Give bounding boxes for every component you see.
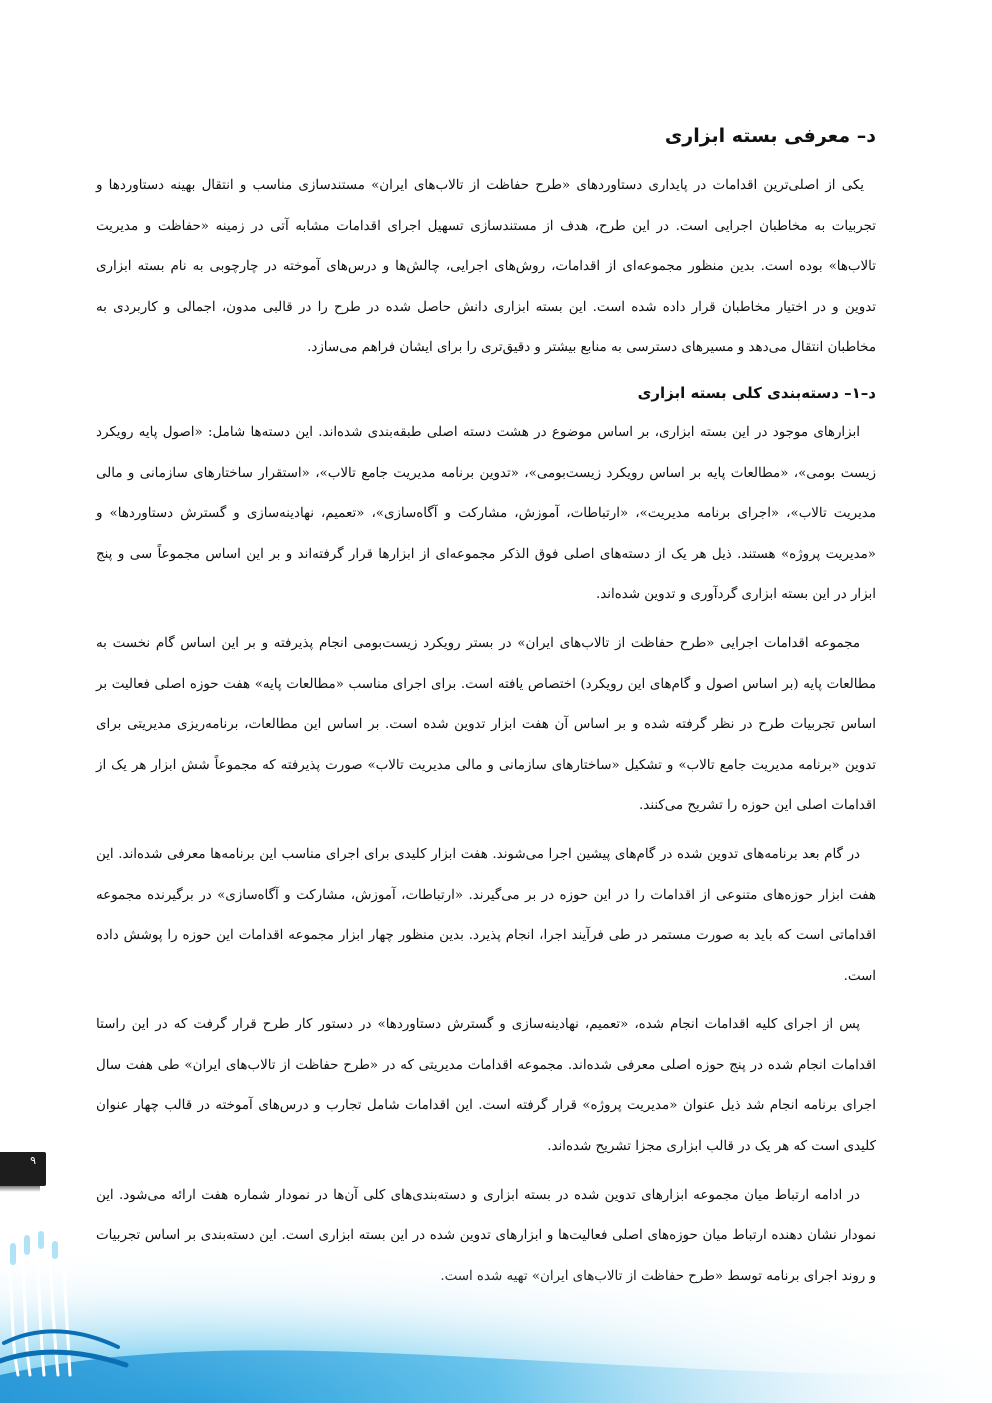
footer-decoration — [0, 1225, 992, 1403]
body-paragraph: در گام بعد برنامه‌های تدوین شده در گام‌های پیشین اجرا می‌شوند. هفت ابزار کلیدی برای اجرای مناسب این برنامه‌ها معرفی شده‌اند. این هفت ابزار حوزه‌های متنوعی از اقدامات را در این حوزه در بر می‌گیرند. «ارتباطات، آموزش، مشارکت و آگاه‌سازی» در برگیرنده مجموعه اقداماتی است که باید به صورت مستمر در طی فرآیند اجرا، انجام پذیرد. بدین منظور چهار ابزار مجموعه اقدامات این حوزه را پوشش داده است. — [96, 846, 876, 984]
body-paragraph: مجموعه اقدامات اجرایی «طرح حفاظت از تالاب‌های ایران» در بستر رویکرد زیست‌بومی انجام پذیرفته و بر این اساس گام نخست به مطالعات پایه (بر اساس اصول و گام‌های این رویکرد) اختصاص یافته است. برای اجرای مناسب «مطالعات پایه» هفت حوزه اصلی فعالیت بر اساس تجربیات طرح در نظر گرفته شده و بر اساس آن هفت ابزار تدوین شده است. بر اساس این مطالعات، برنامه‌ریزی مدیریتی برای تدوین «برنامه مدیریت جامع تالاب» و تشکیل «ساختارهای سازمانی و مالی مدیریت تالاب» صورت پذیرفته که مجموعاً شش ابزار هر یک از اقدامات اصلی این حوزه را تشریح می‌کنند. — [96, 635, 876, 814]
body-paragraph: ابزارهای موجود در این بسته ابزاری، بر اساس موضوع در هشت دسته اصلی طبقه‌بندی شده‌اند. این دسته‌ها شامل: «اصول پایه رویکرد زیست بومی»، «مطالعات پایه بر اساس رویکرد زیست‌بومی»، «تدوین برنامه مدیریت جامع تالاب»، «استقرار ساختارهای سازمانی و مالی مدیریت تالاب»، «اجرای برنامه مدیریت»، «ارتباطات، آموزش، مشارکت و آگاه‌سازی»، «تعمیم، نهادینه‌سازی و گسترش دستاوردها» و «مدیریت پروژه» هستند. ذیل هر یک از دسته‌های اصلی فوق الذکر مجموعه‌ای از ابزارها قرار گرفته‌اند و بر این اساس مجموعاً سی و پنج ابزار در این بسته ابزاری گردآوری و تدوین شده‌اند. — [96, 424, 876, 603]
intro-paragraph: یکی از اصلی‌ترین اقدامات در پایداری دستاوردهای «طرح حفاظت از تالاب‌های ایران» مستندسازی مناسب و انتقال بهینه دستاوردها و تجربیات به مخاطبان اجرایی است. در این طرح، هدف از مستندسازی تسهیل اجرای اقدامات مشابه آتی در زمینه «حفاظت و مدیریت تالاب‌ها» بوده است. بدین منظور مجموعه‌ای از اقدامات، روش‌های اجرایی، چالش‌ها و درس‌های آموخته در چارچوبی به نام بسته ابزاری تدوین و در اختیار مخاطبان قرار داده شده است. این بسته ابزاری دانش حاصل شده در طرح را در قالبی مدون، اجمالی و کاربردی به مخاطبان انتقال می‌دهد و مسیرهای دسترسی به منابع بیشتر و دقیق‌تری را برای ایشان فراهم می‌سازد. — [96, 178, 876, 356]
page-tab-shadow — [0, 1186, 40, 1192]
body-paragraph: در ادامه ارتباط میان مجموعه ابزارهای تدوین شده در بسته ابزاری و دسته‌بندی‌های کلی آن‌ها در نمودار شماره هفت ارائه می‌شود. این — [96, 1187, 860, 1203]
section-heading: د– معرفی بسته ابزاری — [664, 125, 876, 147]
page-number: ۹ — [30, 1154, 36, 1167]
page-number-tab — [0, 1152, 46, 1186]
document-body — [96, 120, 876, 1305]
body-paragraph: پس از اجرای کلیه اقدامات انجام شده، «تعمیم، نهادینه‌سازی و گسترش دستاوردها» در دستور کار طرح قرار گرفت که در این راستا اقدامات انجام شده در پنج حوزه اصلی معرفی شده‌اند. مجموعه اقدامات مدیریتی که در «طرح حفاظت از تالاب‌های ایران» طی هفت سال اجرای برنامه انجام شد ذیل عنوان «مدیریت پروژه» قرار گرفته است. این اقدامات شامل تجارب و درس‌های آموخته در قالب چهار عنوان کلیدی است که هر یک در قالب ابزاری مجزا تشریح شده‌اند. — [96, 1017, 876, 1155]
subsection-heading: د–۱– دسته‌بندی کلی بسته ابزاری — [637, 383, 876, 402]
